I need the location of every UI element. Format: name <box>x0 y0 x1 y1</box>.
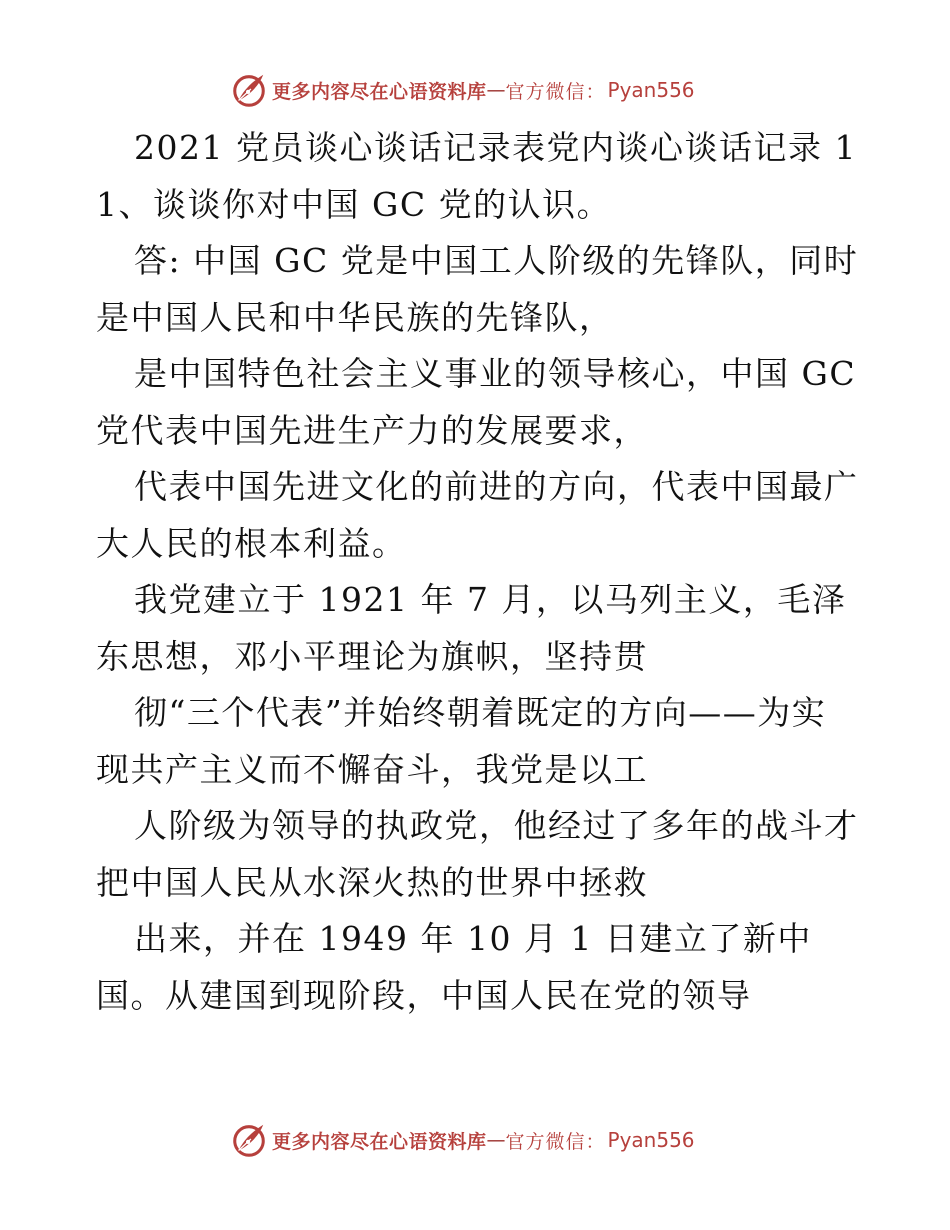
paragraph-line: 答: 中国 GC 党是中国工人阶级的先锋队，同时 <box>134 241 859 280</box>
paragraph-line: 是中国特色社会主义事业的领导核心，中国 GC <box>134 354 857 393</box>
paragraph-line: 我党建立于 1921 年 7 月，以马列主义，毛泽 <box>134 580 847 619</box>
paragraph-line: 大人民的根本利益。 <box>96 523 407 563</box>
paragraph-line: 人阶级为领导的执政党，他经过了多年的战斗才 <box>134 806 859 845</box>
paragraph-line: 是中国人民和中华民族的先锋队， <box>96 297 614 337</box>
watermark-wechat-id: Pyan556 <box>607 1128 695 1152</box>
header-watermark <box>230 70 695 110</box>
paragraph-line: 东思想，邓小平理论为旗帜，坚持贯 <box>96 636 648 676</box>
paragraph-line: 党代表中国先进生产力的发展要求， <box>96 410 648 450</box>
watermark-text: 更多内容尽在心语资料库 <box>272 1130 487 1153</box>
question-heading: 1、谈谈你对中国 GC 党的认识。 <box>96 184 612 224</box>
document-body <box>96 120 859 1024</box>
watermark-wechat-id: Pyan556 <box>607 78 695 102</box>
watermark-text: 更多内容尽在心语资料库 <box>272 80 487 103</box>
footer-watermark <box>230 1120 695 1160</box>
watermark-dash: — <box>486 79 506 101</box>
paragraph-line: 出来，并在 1949 年 10 月 1 日建立了新中 <box>134 919 812 958</box>
paragraph-line: 代表中国先进文化的前进的方向，代表中国最广 <box>134 467 859 506</box>
paragraph-line: 国。从建国到现阶段，中国人民在党的领导 <box>96 975 752 1015</box>
paragraph-line: 现共产主义而不懈奋斗，我党是以工 <box>96 749 648 789</box>
paragraph-line: 把中国人民从水深火热的世界中拯救 <box>96 862 648 902</box>
watermark-wechat-label: 官方微信： <box>505 80 606 103</box>
quill-pen-circle-icon <box>230 1121 268 1159</box>
watermark-dash: — <box>486 1129 506 1151</box>
watermark-wechat-label: 官方微信： <box>505 1130 606 1153</box>
quill-pen-circle-icon <box>230 71 268 109</box>
paragraph-line: 彻“三个代表”并始终朝着既定的方向——为实 <box>134 693 827 732</box>
document-title: 2021 党员谈心谈话记录表党内谈心谈话记录 1 <box>134 128 857 167</box>
